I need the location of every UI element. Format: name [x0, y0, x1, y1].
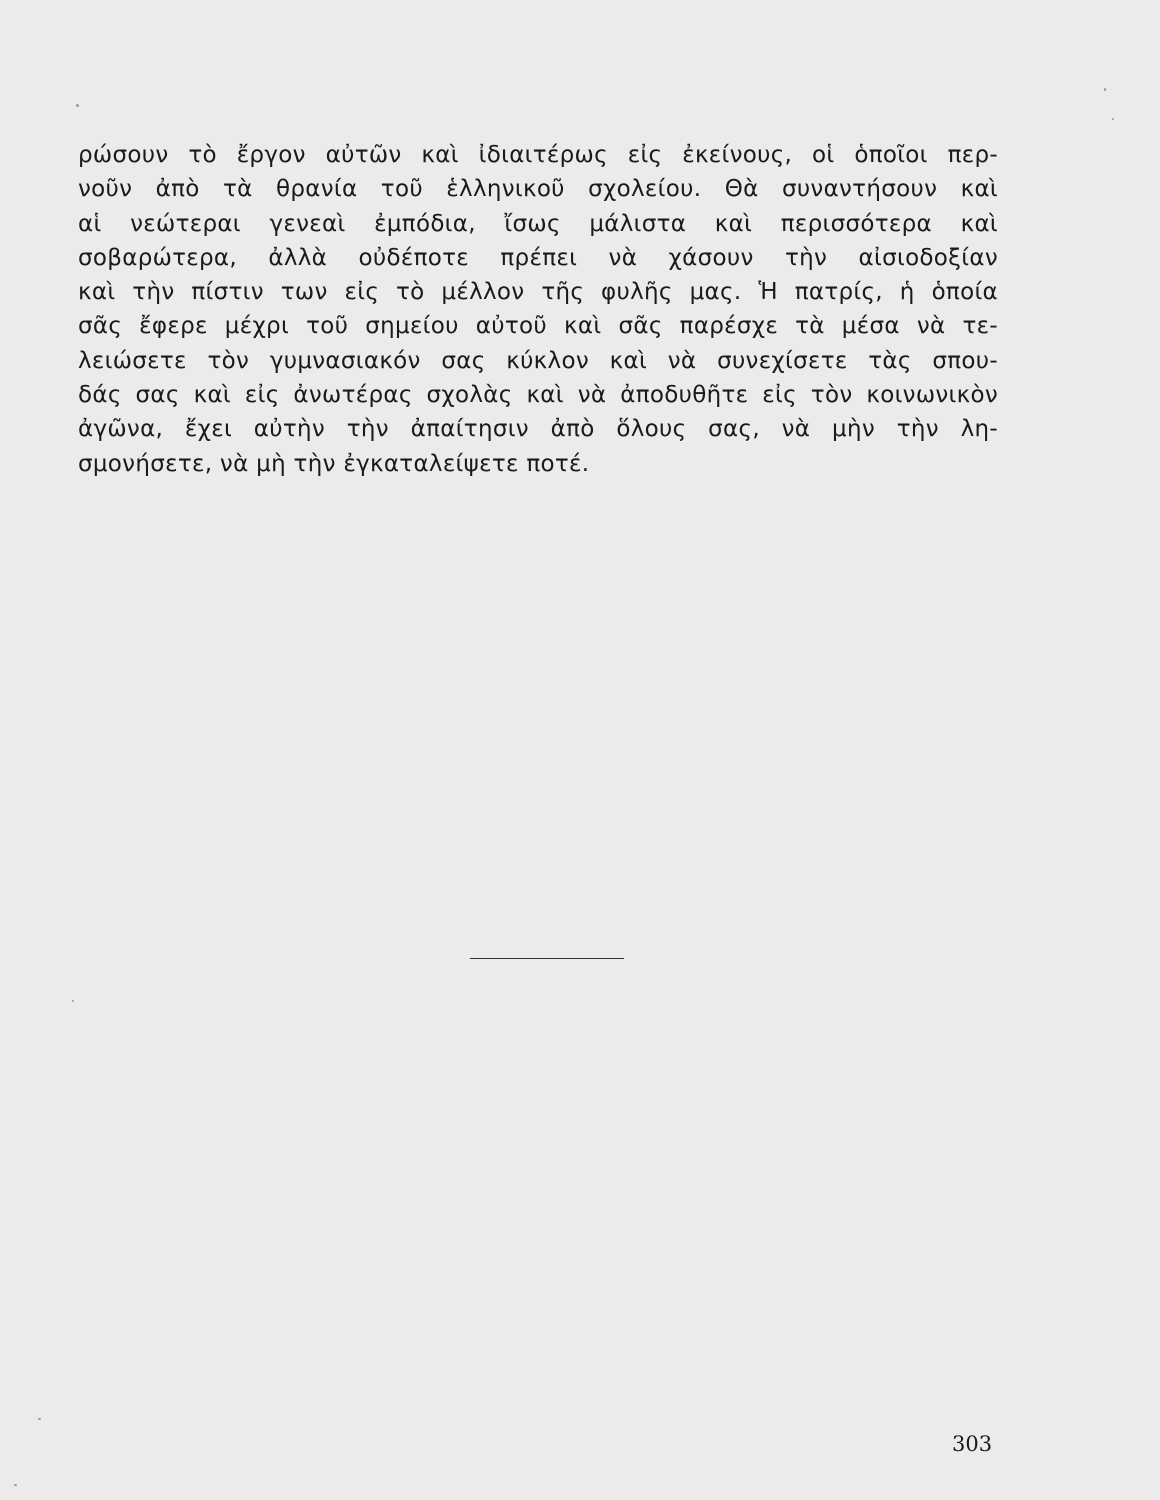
body-paragraph: [78, 138, 998, 481]
text-line-5: καὶ τὴν πίστιν των εἰς τὸ μέλλον τῆς φυλῆς μας. Ἡ πατρίς, ἡ ὁποία: [78, 279, 998, 306]
paper-speck: [72, 1000, 74, 1002]
page-number: 303: [952, 1432, 993, 1456]
section-divider: [470, 958, 624, 959]
text-line-6: σᾶς ἔφερε μέχρι τοῦ σημείου αὐτοῦ καὶ σᾶς παρέσχε τὰ μέσα νὰ τε-: [78, 313, 998, 340]
paper-speck: [38, 1418, 41, 1420]
text-line-3: αἱ νεώτεραι γενεαὶ ἐμπόδια, ἴσως μάλιστα καὶ περισσότερα καὶ: [78, 210, 998, 237]
paper-speck: [14, 1484, 17, 1486]
text-line-8: δάς σας καὶ εἰς ἀνωτέρας σχολὰς καὶ νὰ ἀποδυθῆτε εἰς τὸν κοινωνικὸν: [78, 382, 998, 409]
text-line-2: νοῦν ἀπὸ τὰ θρανία τοῦ ἑλληνικοῦ σχολείου. Θὰ συναντήσουν καὶ: [78, 176, 998, 203]
text-line-7: λειώσετε τὸν γυμνασιακόν σας κύκλον καὶ νὰ συνεχίσετε τὰς σπου-: [78, 347, 998, 374]
text-line-10: σμονήσετε, νὰ μὴ τὴν ἐγκαταλείψετε ποτέ.: [78, 450, 590, 477]
paper-speck: [1112, 118, 1114, 120]
text-line-1: ρώσουν τὸ ἔργον αὐτῶν καὶ ἰδιαιτέρως εἰς ἐκείνους, οἱ ὁποῖοι περ-: [78, 142, 998, 168]
paper-speck: [76, 104, 79, 107]
text-line-9: ἀγῶνα, ἔχει αὐτὴν τὴν ἀπαίτησιν ἀπὸ ὅλους σας, νὰ μὴν τὴν λη-: [78, 416, 998, 443]
paper-speck: [1104, 88, 1106, 91]
text-line-4: σοβαρώτερα, ἀλλὰ οὐδέποτε πρέπει νὰ χάσουν τὴν αἰσιοδοξίαν: [78, 244, 998, 271]
